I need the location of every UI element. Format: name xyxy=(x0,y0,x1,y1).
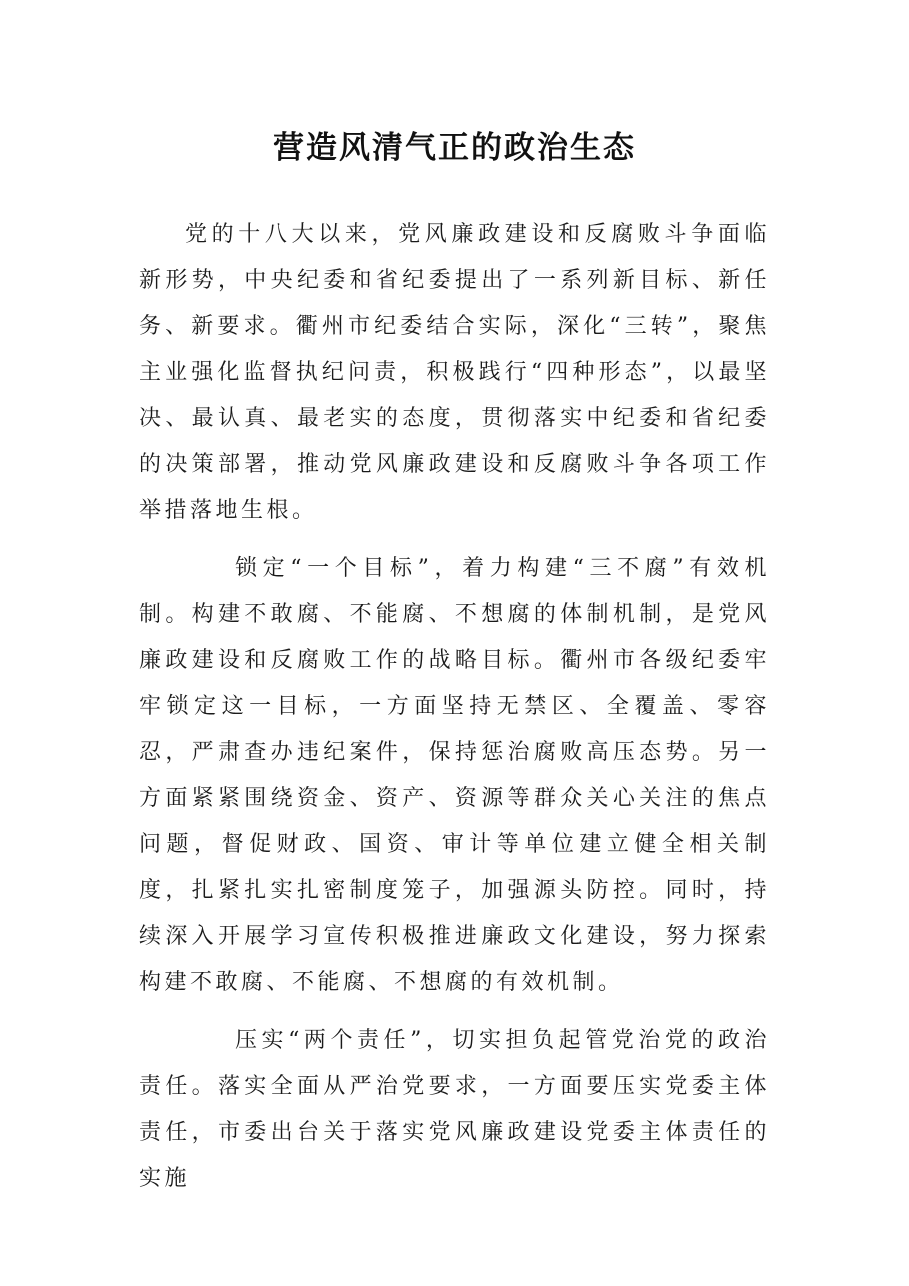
paragraph-two-responsibilities: 压实“两个责任”，切实担负起管党治党的政治责任。落实全面从严治党要求，一方面要压实党委主体责任，市委出台关于落实党风廉政建设党委主体责任的实施 xyxy=(139,1028,770,1191)
paragraph-intro: 党的十八大以来，党风廉政建设和反腐败斗争面临新形势，中央纪委和省纪委提出了一系列新目标、新任务、新要求。衢州市纪委结合实际，深化“三转”，聚焦主业强化监督执纪问责，积极践行“四种形态”，以最坚决、最认真、最老实的态度，贯彻落实中纪委和省纪委的决策部署，推动党风廉政建设和反腐败斗争各项工作举措落地生根。 xyxy=(139,222,770,523)
document-title: 营造风清气正的政治生态 xyxy=(273,130,636,166)
paragraph-one-goal: 锁定“一个目标”，着力构建“三不腐”有效机制。构建不敢腐、不能腐、不想腐的体制机制，是党风廉政建设和反腐败工作的战略目标。衢州市各级纪委牢牢锁定这一目标，一方面坚持无禁区、全覆盖、零容忍，严肃查办违纪案件，保持惩治腐败高压态势。另一方面紧紧围绕资金、资产、资源等群众关心关注的焦点问题，督促财政、国资、审计等单位建立健全相关制度，扎紧扎实扎密制度笼子，加强源头防控。同时，持续深入开展学习宣传积极推进廉政文化建设，努力探索构建不敢腐、不能腐、不想腐的有效机制。 xyxy=(139,556,770,995)
document-body xyxy=(139,212,770,1214)
